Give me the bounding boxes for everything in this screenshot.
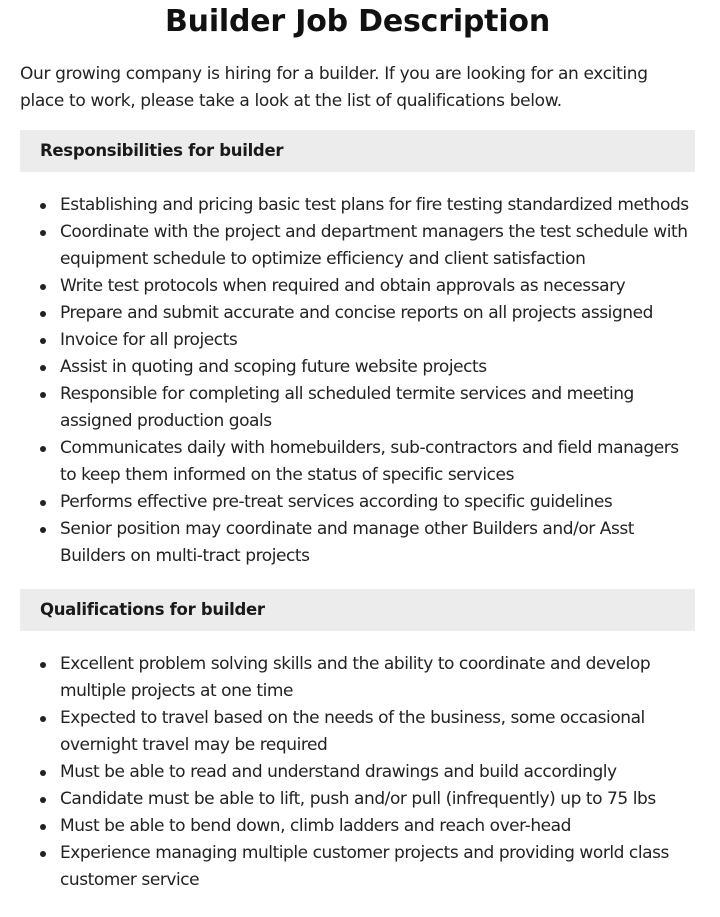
list-item-text: Responsible for completing all scheduled termite services and meeting assigned production goals [60, 384, 634, 431]
list-item-text: Candidate must be able to lift, push and/or pull (infrequently) up to 75 lbs [60, 789, 656, 809]
list-item-text: Must be able to bend down, climb ladders and reach over-head [60, 816, 571, 836]
bullet-icon [40, 797, 46, 803]
list-item-text: Performs effective pre-treat services according to specific guidelines [60, 492, 613, 512]
list-item [20, 354, 695, 381]
list-item-text: Expected to travel based on the needs of the business, some occasional overnight travel may be required [60, 708, 645, 755]
bullet-icon [40, 311, 46, 317]
bullet-icon [40, 770, 46, 776]
bullet-icon [40, 392, 46, 398]
list-item [20, 759, 695, 786]
list-item-text: Experience managing multiple customer projects and providing world class customer service [60, 843, 669, 890]
list-item-text: Invoice for all projects [60, 330, 238, 350]
list-item-text: Excellent problem solving skills and the ability to coordinate and develop multiple projects at one time [60, 654, 651, 701]
list-item [20, 840, 695, 894]
list-item [20, 516, 695, 570]
bullet-icon [40, 446, 46, 452]
list-item [20, 651, 695, 705]
list-item [20, 327, 695, 354]
bullet-icon [40, 338, 46, 344]
bullet-icon [40, 824, 46, 830]
responsibilities-list [20, 192, 695, 570]
bullet-icon [40, 716, 46, 722]
list-item [20, 300, 695, 327]
list-item-text: Communicates daily with homebuilders, sub-contractors and field managers to keep them informed on the status of specific services [60, 438, 679, 485]
page-title: Builder Job Description [165, 4, 550, 39]
list-item-text: Establishing and pricing basic test plans for fire testing standardized methods [60, 195, 689, 215]
bullet-icon [40, 203, 46, 209]
qualifications-list [20, 651, 695, 894]
list-item-text: Senior position may coordinate and manage other Builders and/or Asst Builders on multi-tract projects [60, 519, 634, 566]
bullet-icon [40, 230, 46, 236]
list-item [20, 705, 695, 759]
bullet-icon [40, 365, 46, 371]
list-item-text: Must be able to read and understand drawings and build accordingly [60, 762, 617, 782]
list-item [20, 381, 695, 435]
list-item-text: Prepare and submit accurate and concise reports on all projects assigned [60, 303, 653, 323]
bullet-icon [40, 527, 46, 533]
list-item [20, 813, 695, 840]
bullet-icon [40, 662, 46, 668]
list-item [20, 219, 695, 273]
bullet-icon [40, 851, 46, 857]
list-item-text: Write test protocols when required and obtain approvals as necessary [60, 276, 626, 296]
bullet-icon [40, 500, 46, 506]
list-item [20, 435, 695, 489]
list-item [20, 489, 695, 516]
bullet-icon [40, 284, 46, 290]
list-item [20, 192, 695, 219]
list-item-text: Coordinate with the project and department managers the test schedule with equipment schedule to optimize efficiency and client satisfaction [60, 222, 688, 269]
responsibilities-heading: Responsibilities for builder [20, 130, 695, 172]
list-item-text: Assist in quoting and scoping future website projects [60, 357, 487, 377]
list-item [20, 786, 695, 813]
intro-paragraph: Our growing company is hiring for a builder. If you are looking for an exciting place to work, please take a look at the list of qualifications below. [20, 64, 648, 111]
list-item [20, 273, 695, 300]
qualifications-heading: Qualifications for builder [20, 589, 695, 631]
